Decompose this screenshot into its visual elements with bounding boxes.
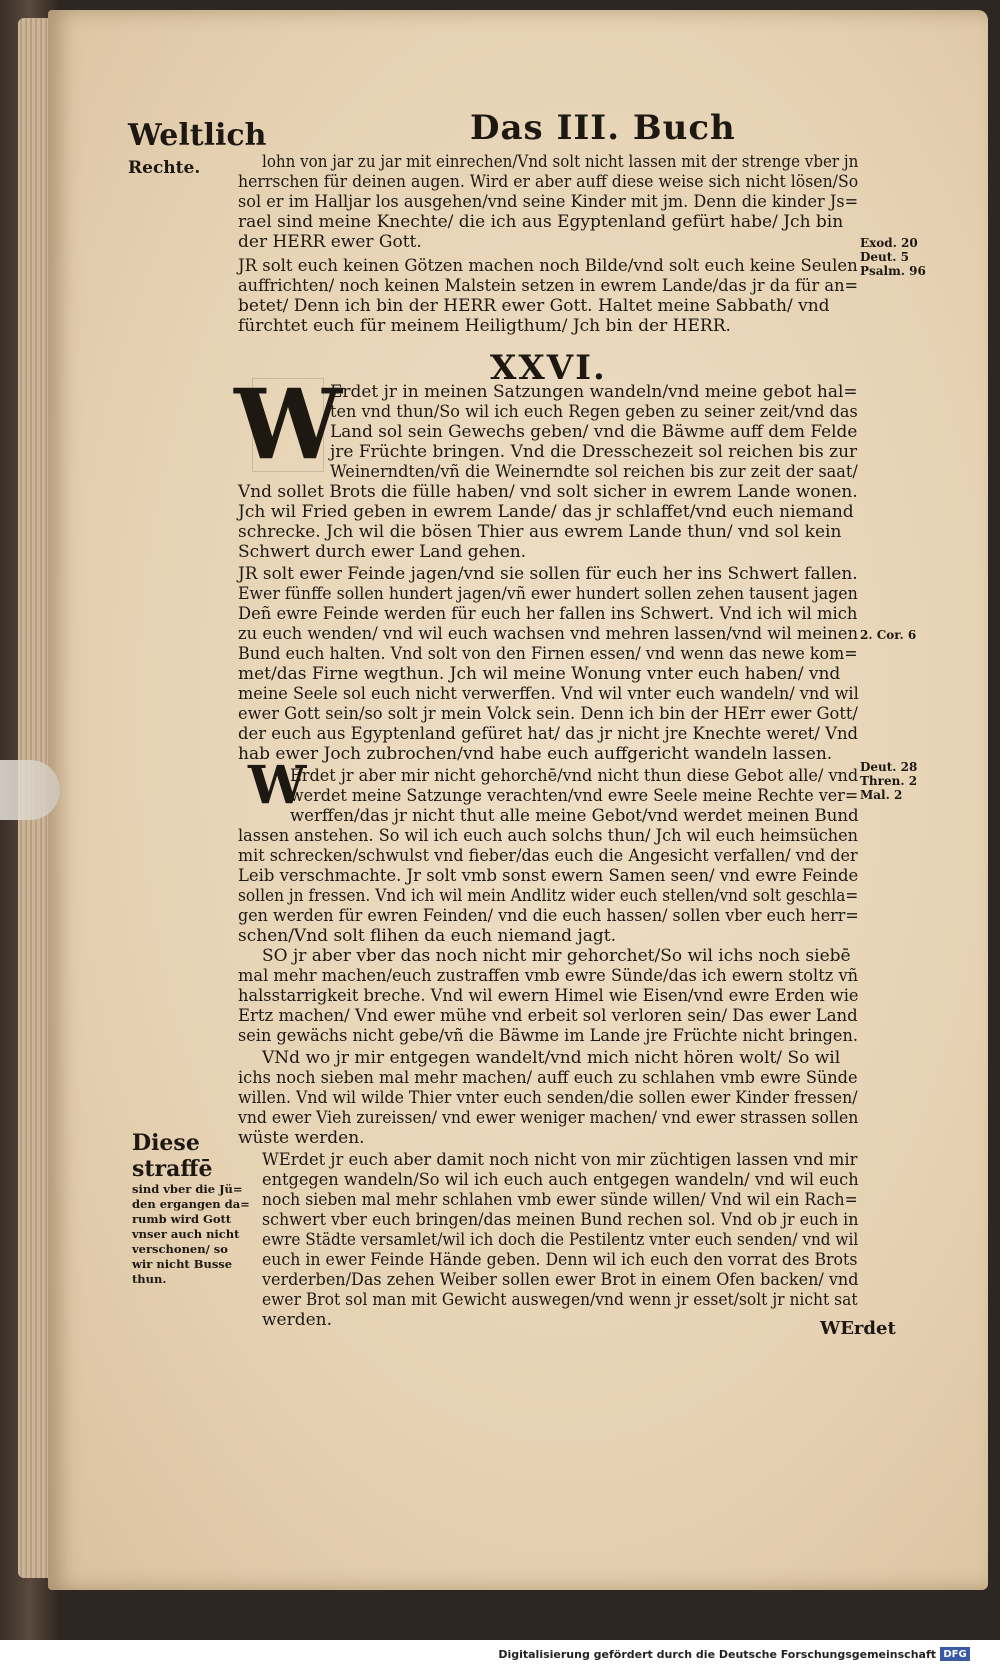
- intro-line: sol er im Halljar los ausgehen/vnd seine Kinder mit jm. Denn die kinder Js=: [238, 192, 859, 212]
- chapter-line: schwert vber euch bringen/das meinen Bund rechen sol. Vnd ob jr euch in: [262, 1210, 859, 1230]
- chapter-line: verderben/Das zehen Weiber sollen ewer Brot in einem Ofen backen/ vnd: [262, 1270, 859, 1290]
- chapter-line: JR solt ewer Feinde jagen/vnd sie sollen für euch her ins Schwert fallen.: [238, 564, 858, 584]
- catchword: WErdet: [820, 1318, 896, 1339]
- chapter-line: Leib verschmachte. Jr solt vmb sonst ewern Samen seen/ vnd ewre Feinde: [238, 866, 859, 886]
- intro-line: fürchtet euch für meinem Heiligthum/ Jch bin der HERR.: [238, 316, 731, 336]
- chapter-line: entgegen wandeln/So wil ich euch auch entgegen wandeln/ vnd wil euch: [262, 1170, 859, 1190]
- chapter-line: ichs noch sieben mal mehr machen/ auff euch zu schlahen vmb ewre Sünde: [238, 1068, 858, 1088]
- intro-line: betet/ Denn ich bin der HERR ewer Gott. Haltet meine Sabbath/ vnd: [238, 296, 830, 316]
- side-note-line: sind vber die Jü=: [132, 1182, 243, 1196]
- chapter-line: vnd ewer Vieh zureissen/ vnd ewer weniger machen/ vnd ewer strassen sollen: [238, 1108, 859, 1128]
- chapter-line: VNd wo jr mir entgegen wandelt/vnd mich nicht hören wolt/ So wil: [262, 1048, 841, 1068]
- chapter-number: XXVI.: [490, 348, 607, 388]
- page-turn-tab[interactable]: [0, 760, 60, 820]
- intro-line: der HERR ewer Gott.: [238, 232, 422, 252]
- chapter-line: hab ewer Joch zubrochen/vnd habe euch auffgericht wandeln lassen.: [238, 744, 833, 764]
- side-note-headline: Diese straffē: [132, 1130, 213, 1182]
- chapter-line: Jch wil Fried geben in ewrem Lande/ das jr schlaffet/vnd euch niemand: [238, 502, 854, 522]
- chapter-line: wüste werden.: [238, 1128, 365, 1148]
- chapter-line: ten vnd thun/So wil ich euch Regen geben zu seiner zeit/vnd das: [330, 402, 858, 422]
- side-note-line: wir nicht Busse: [132, 1257, 233, 1271]
- reference-text: Deut. 5: [860, 250, 910, 264]
- chapter-line: halsstarrigkeit breche. Vnd wil ewern Himel wie Eisen/vnd ewre Erden wie: [238, 986, 859, 1006]
- drop-cap: W: [234, 368, 342, 481]
- chapter-line: zu euch wenden/ vnd wil euch wachsen vnd mehren lassen/vnd wil meinen: [238, 624, 858, 644]
- chapter-line: ewer Gott sein/so solt jr mein Volck sein. Denn ich bin der HErr ewer Gott/: [238, 704, 858, 724]
- chapter-line: Vnd sollet Brots die fülle haben/ vnd solt sicher in ewrem Lande wonen.: [238, 482, 858, 502]
- chapter-line: werdet meine Satzunge verachten/vnd ewre Seele meine Rechte ver=: [290, 786, 859, 806]
- chapter-line: Land sol sein Gewechs geben/ vnd die Bäwme auff dem Felde: [330, 422, 858, 442]
- left-margin-subtitle: Rechte.: [128, 158, 201, 178]
- chapter-line: Erdet jr in meinen Satzungen wandeln/vnd meine gebot hal=: [330, 382, 858, 402]
- chapter-line: der euch aus Egyptenland gefüret hat/ das jr nicht jre Knechte weret/ Vnd: [238, 724, 859, 744]
- intro-line: lohn von jar zu jar mit einrechen/Vnd solt nicht lassen mit der strenge vber jn: [262, 152, 859, 172]
- marginal-reference: [860, 236, 932, 278]
- reference-text: Deut. 28: [860, 760, 918, 774]
- marginal-reference: [860, 760, 932, 802]
- reference-text: Exod. 20: [860, 236, 918, 250]
- intro-line: auffrichten/ noch keinen Malstein setzen in ewrem Lande/das jr da für an=: [238, 276, 859, 296]
- chapter-line: ewer Brot sol man mit Gewicht auswegen/vnd wenn jr esset/solt jr nicht sat: [262, 1290, 858, 1310]
- chapter-line: mit schrecken/schwulst vnd fieber/das euch die Angesicht verfallen/ vnd der: [238, 846, 858, 866]
- intro-line: herrschen für deinen augen. Wird er aber auff diese weise sich nicht lösen/So: [238, 172, 859, 192]
- chapter-line: Bund euch halten. Vnd solt von den Firnen essen/ vnd wenn das newe kom=: [238, 644, 858, 664]
- book-title: Das III. Buch: [470, 108, 736, 148]
- chapter-line: SO jr aber vber das noch nicht mir gehorchet/So wil ichs noch siebē: [262, 946, 851, 966]
- dfg-logo: DFG: [940, 1647, 970, 1661]
- reference-text: Psalm. 96: [860, 264, 926, 278]
- chapter-line: Schwert durch ewer Land gehen.: [238, 542, 527, 562]
- left-margin-title: Weltlich: [128, 118, 267, 153]
- chapter-line: sollen jn fressen. Vnd ich wil mein Andlitz wider euch stellen/vnd solt geschla=: [238, 886, 859, 906]
- side-note: [132, 1130, 252, 1287]
- footer-credit: Digitalisierung gefördert durch die Deutsche Forschungsgemeinschaft: [498, 1648, 936, 1661]
- chapter-line: Weinerndten/vñ die Weinerndte sol reichen bis zur zeit der saat/: [330, 462, 858, 482]
- chapter-line: sein gewächs nicht gebe/vñ die Bäwme im Lande jre Früchte nicht bringen.: [238, 1026, 858, 1046]
- side-note-line: rumb wird Gott: [132, 1212, 232, 1226]
- chapter-line: noch sieben mal mehr schlahen vmb ewer sünde willen/ Vnd wil ein Rach=: [262, 1190, 858, 1210]
- chapter-line: willen. Vnd wil wilde Thier vnter euch senden/die sollen ewer Kinder fressen/: [238, 1088, 858, 1108]
- chapter-line: werden.: [262, 1310, 333, 1330]
- chapter-line: Erdet jr aber mir nicht gehorchē/vnd nicht thun diese Gebot alle/ vnd: [290, 766, 859, 786]
- side-note-line: verschonen/ so: [132, 1242, 228, 1256]
- side-note-line: vnser auch nicht: [132, 1227, 240, 1241]
- chapter-line: Ewer fünffe sollen hundert jagen/vñ ewer hundert sollen zehen tausent jagen: [238, 584, 858, 604]
- reference-text: Mal. 2: [860, 788, 903, 802]
- chapter-line: euch in ewer Feinde Hände geben. Denn wil ich euch den vorrat des Brots: [262, 1250, 858, 1270]
- chapter-line: werffen/das jr nicht thut alle meine Gebot/vnd werdet meinen Bund: [290, 806, 859, 826]
- marginal-reference: 2. Cor. 6: [860, 628, 917, 642]
- chapter-line: gen werden für ewren Feinden/ vnd die euch hassen/ sollen vber euch herr=: [238, 906, 859, 926]
- side-note-line: thun.: [132, 1272, 167, 1286]
- chapter-line: schen/Vnd solt flihen da euch niemand jagt.: [238, 926, 616, 946]
- side-note-line: den ergangen da=: [132, 1197, 250, 1211]
- drop-cap: W: [248, 755, 307, 816]
- chapter-line: mal mehr machen/euch zustraffen vmb ewre Sünde/das ich ewern stoltz vñ: [238, 966, 859, 986]
- chapter-line: WErdet jr euch aber damit noch nicht von mir züchtigen lassen vnd mir: [262, 1150, 858, 1170]
- chapter-line: Ertz machen/ Vnd ewer mühe vnd erbeit sol verloren sein/ Das ewer Land: [238, 1006, 858, 1026]
- chapter-line: met/das Firne wegthun. Jch wil meine Wonung vnter euch haben/ vnd: [238, 664, 841, 684]
- chapter-line: Deñ ewre Feinde werden für euch her fallen ins Schwert. Vnd ich wil mich: [238, 604, 858, 624]
- chapter-line: ewre Städte versamlet/wil ich doch die Pestilentz vnter euch senden/ vnd wil: [262, 1230, 859, 1250]
- chapter-line: schrecke. Jch wil die bösen Thier aus ewrem Lande thun/ vnd sol kein: [238, 522, 842, 542]
- chapter-line: meine Seele sol euch nicht verwerffen. Vnd wil vnter euch wandeln/ vnd wil: [238, 684, 859, 704]
- intro-line: JR solt euch keinen Götzen machen noch Bilde/vnd solt euch keine Seulen: [238, 256, 858, 276]
- chapter-line: lassen anstehen. So wil ich euch auch solchs thun/ Jch wil euch heimsüchen: [238, 826, 859, 846]
- chapter-line: jre Früchte bringen. Vnd die Dresschezeit sol reichen bis zur: [330, 442, 858, 462]
- intro-line: rael sind meine Knechte/ die ich aus Egyptenland gefürt habe/ Jch bin: [238, 212, 844, 232]
- reference-text: Thren. 2: [860, 774, 918, 788]
